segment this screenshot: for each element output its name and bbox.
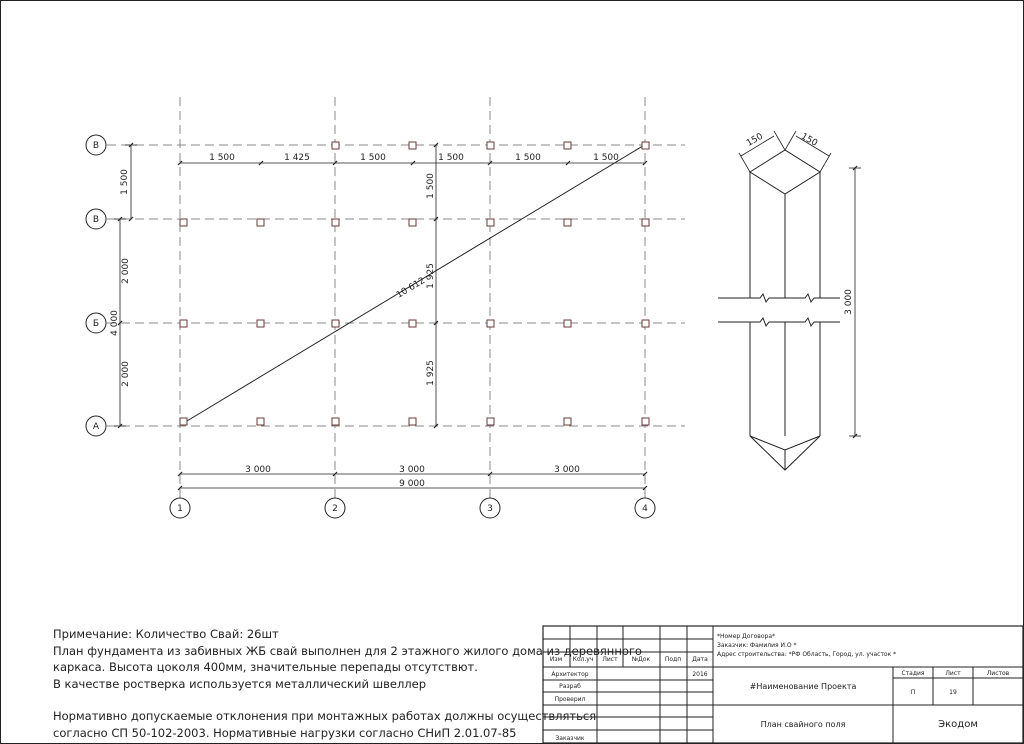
tb-company: Экодом xyxy=(938,719,978,730)
row-axis-labels xyxy=(86,135,106,436)
top-dim-label: 1 500 xyxy=(209,153,235,163)
column-axis-label: 2 xyxy=(332,504,338,514)
pile xyxy=(487,418,494,425)
tb-drawing-title: План свайного поля xyxy=(760,720,846,729)
pile-length-label: 3 000 xyxy=(844,289,854,315)
pile xyxy=(257,320,264,327)
tb-address: Адрес строительства: *РФ Область, Город, ул. участок * xyxy=(717,651,897,658)
tb-stage-value: П xyxy=(910,689,916,696)
row-axis-label: В xyxy=(92,141,100,151)
pile xyxy=(564,418,571,425)
tb-header: Изм xyxy=(549,656,563,663)
note-line: каркаса. Высота цоколя 400мм, значительные перепады отсутствют. xyxy=(53,660,478,674)
tb-role: Разраб xyxy=(559,683,581,690)
inner-dim-label: 1 925 xyxy=(426,263,436,289)
tb-stage-label: Стадия xyxy=(901,670,925,677)
top-dim-label: 1 500 xyxy=(438,153,464,163)
top-dim-label: 1 425 xyxy=(284,153,310,163)
pile xyxy=(180,320,187,327)
notes xyxy=(53,627,642,740)
pile xyxy=(332,418,339,425)
pile xyxy=(409,320,416,327)
inner-dim-label: 1 925 xyxy=(426,360,436,386)
top-dim-label: 1 500 xyxy=(593,153,619,163)
pile xyxy=(332,142,339,149)
left-dim-label: 2 000 xyxy=(121,258,131,284)
overall-width-label: 9 000 xyxy=(399,479,425,489)
pile xyxy=(180,219,187,226)
pile-depth-label: 150 xyxy=(799,131,819,149)
top-dim-label: 1 500 xyxy=(360,153,386,163)
note-line: согласно СП 50-102-2003. Нормативные нагрузки согласно СНиП 2.01.07-85 xyxy=(53,726,517,740)
column-axis-label: 4 xyxy=(642,504,648,514)
left-dim-label: 1 500 xyxy=(120,169,130,195)
left-total-label: 4 000 xyxy=(110,310,120,336)
top-dim-label: 1 500 xyxy=(515,153,541,163)
bottom-dimension-chain xyxy=(178,465,647,490)
tb-header: Кол.уч xyxy=(572,656,594,663)
pile xyxy=(487,219,494,226)
pile xyxy=(257,418,264,425)
tb-sheets-label: Листов xyxy=(986,670,1010,677)
note-line: Нормативно допускаемые отклонения при монтажных работах должны осуществляться xyxy=(53,709,597,723)
pile xyxy=(564,219,571,226)
tb-year: 2016 xyxy=(692,671,708,678)
left-dimension-chain xyxy=(110,143,137,428)
pile xyxy=(409,219,416,226)
row-axis-label: В xyxy=(92,215,100,225)
tb-customer: Заказчик: Фамилия И.О * xyxy=(717,642,797,649)
bottom-dim-label: 3 000 xyxy=(245,465,271,475)
tb-header: Лист xyxy=(602,656,618,663)
bottom-dim-label: 3 000 xyxy=(399,465,425,475)
pile xyxy=(332,320,339,327)
pile xyxy=(332,219,339,226)
tb-sheet-value: 19 xyxy=(949,689,957,696)
tb-role: Проверил xyxy=(554,696,586,703)
pile xyxy=(487,320,494,327)
pile xyxy=(409,142,416,149)
note-line: План фундамента из забивных ЖБ свай выполнен для 2 этажного жилого дома из деревянного xyxy=(53,644,642,658)
diagonal-label: 10 612 xyxy=(394,275,428,301)
column-axis-label: 1 xyxy=(177,504,183,514)
bottom-dim-label: 3 000 xyxy=(554,465,580,475)
left-dim-label: 2 000 xyxy=(121,361,131,387)
pile xyxy=(642,418,649,425)
pile-detail xyxy=(718,131,861,470)
tb-header: Дата xyxy=(692,656,708,663)
tb-contract: *Номер Договора* xyxy=(717,633,775,640)
pile xyxy=(642,320,649,327)
tb-header: №Док xyxy=(631,656,651,663)
pile xyxy=(180,418,187,425)
column-axis-label: 3 xyxy=(487,504,493,514)
pile xyxy=(564,142,571,149)
pile xyxy=(409,418,416,425)
tb-sheet-label: Лист xyxy=(945,670,961,677)
row-axis-label: Б xyxy=(92,319,100,329)
pile-width-label: 150 xyxy=(745,131,765,149)
tb-header: Подп xyxy=(664,656,682,663)
pile xyxy=(564,320,571,327)
inner-dimension-chain xyxy=(426,143,438,428)
inner-dim-label: 1 500 xyxy=(426,173,436,199)
note-line: Примечание: Количество Свай: 26шт xyxy=(53,627,279,641)
pile xyxy=(487,142,494,149)
pile xyxy=(642,219,649,226)
note-line: В качестве ростверка используется металлический швеллер xyxy=(53,677,427,691)
top-dimension-chain xyxy=(178,153,647,165)
pile xyxy=(257,219,264,226)
row-axis-label: А xyxy=(92,422,100,432)
tb-project-name: #Наименование Проекта xyxy=(749,682,857,691)
tb-role: Архитектор xyxy=(551,671,589,678)
column-axis-labels xyxy=(170,498,655,518)
tb-role: Заказчик xyxy=(555,735,585,742)
pile xyxy=(642,142,649,149)
